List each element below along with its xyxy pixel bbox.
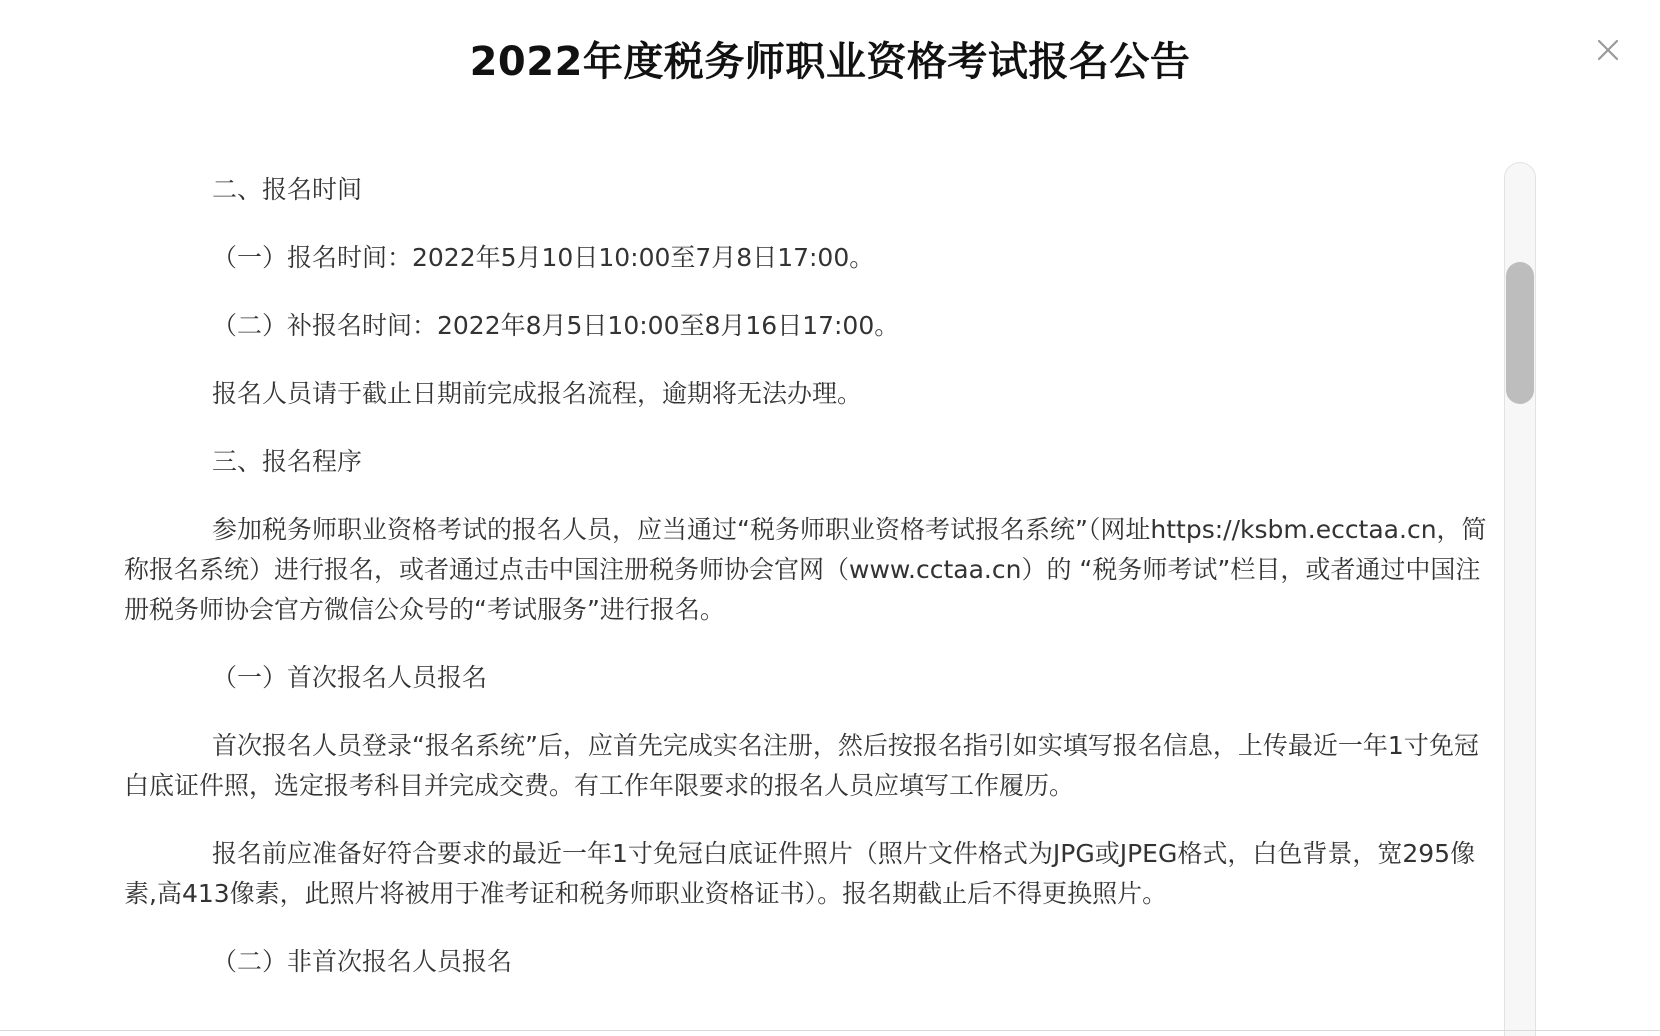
announcement-body bbox=[124, 170, 1494, 1030]
subheading-returning-registration: （二）非首次报名人员报名 bbox=[212, 947, 513, 976]
subheading-first-time-registration: （一）首次报名人员报名 bbox=[212, 663, 488, 692]
deadline-notice: 报名人员请于截止日期前完成报名流程，逾期将无法办理。 bbox=[212, 379, 863, 408]
section-heading-registration-procedure: 三、报名程序 bbox=[212, 447, 363, 476]
supplementary-registration-period: （二）补报名时间：2022年8月5日10:00至8月16日17:00。 bbox=[212, 311, 900, 340]
scrollbar-thumb[interactable] bbox=[1506, 262, 1534, 404]
section-heading-registration-time: 二、报名时间 bbox=[212, 175, 363, 204]
dialog-bottom-border bbox=[0, 1030, 1660, 1031]
first-time-registration-paragraph: 首次报名人员登录“报名系统”后，应首先完成实名注册，然后按报名指引如实填写报名信息，上传最近一年1寸免冠白底证件照，选定报考科目并完成交费。有工作年限要求的报名人员应填写工作履历。 bbox=[124, 731, 1479, 800]
registration-channels-paragraph: 参加税务师职业资格考试的报名人员，应当通过“税务师职业资格考试报名系统”（网址https://ksbm.ecctaa.cn，简称报名系统）进行报名，或者通过点击中国注册税务师协会官网（www.cctaa.cn）的 “税务师考试”栏目，或者通过中国注册税务师协会官方微信公众号的“考试服务”进行报名。 bbox=[124, 515, 1487, 624]
dialog-title: 2022年度税务师职业资格考试报名公告 bbox=[469, 39, 1191, 85]
registration-period: （一）报名时间：2022年5月10日10:00至7月8日17:00。 bbox=[212, 243, 875, 272]
photo-requirements-paragraph: 报名前应准备好符合要求的最近一年1寸免冠白底证件照片（照片文件格式为JPG或JPEG格式，白色背景，宽295像素,高413像素，此照片将被用于准考证和税务师职业资格证书）。报名期截止后不得更换照片。 bbox=[124, 839, 1476, 908]
close-icon[interactable] bbox=[1594, 36, 1622, 64]
